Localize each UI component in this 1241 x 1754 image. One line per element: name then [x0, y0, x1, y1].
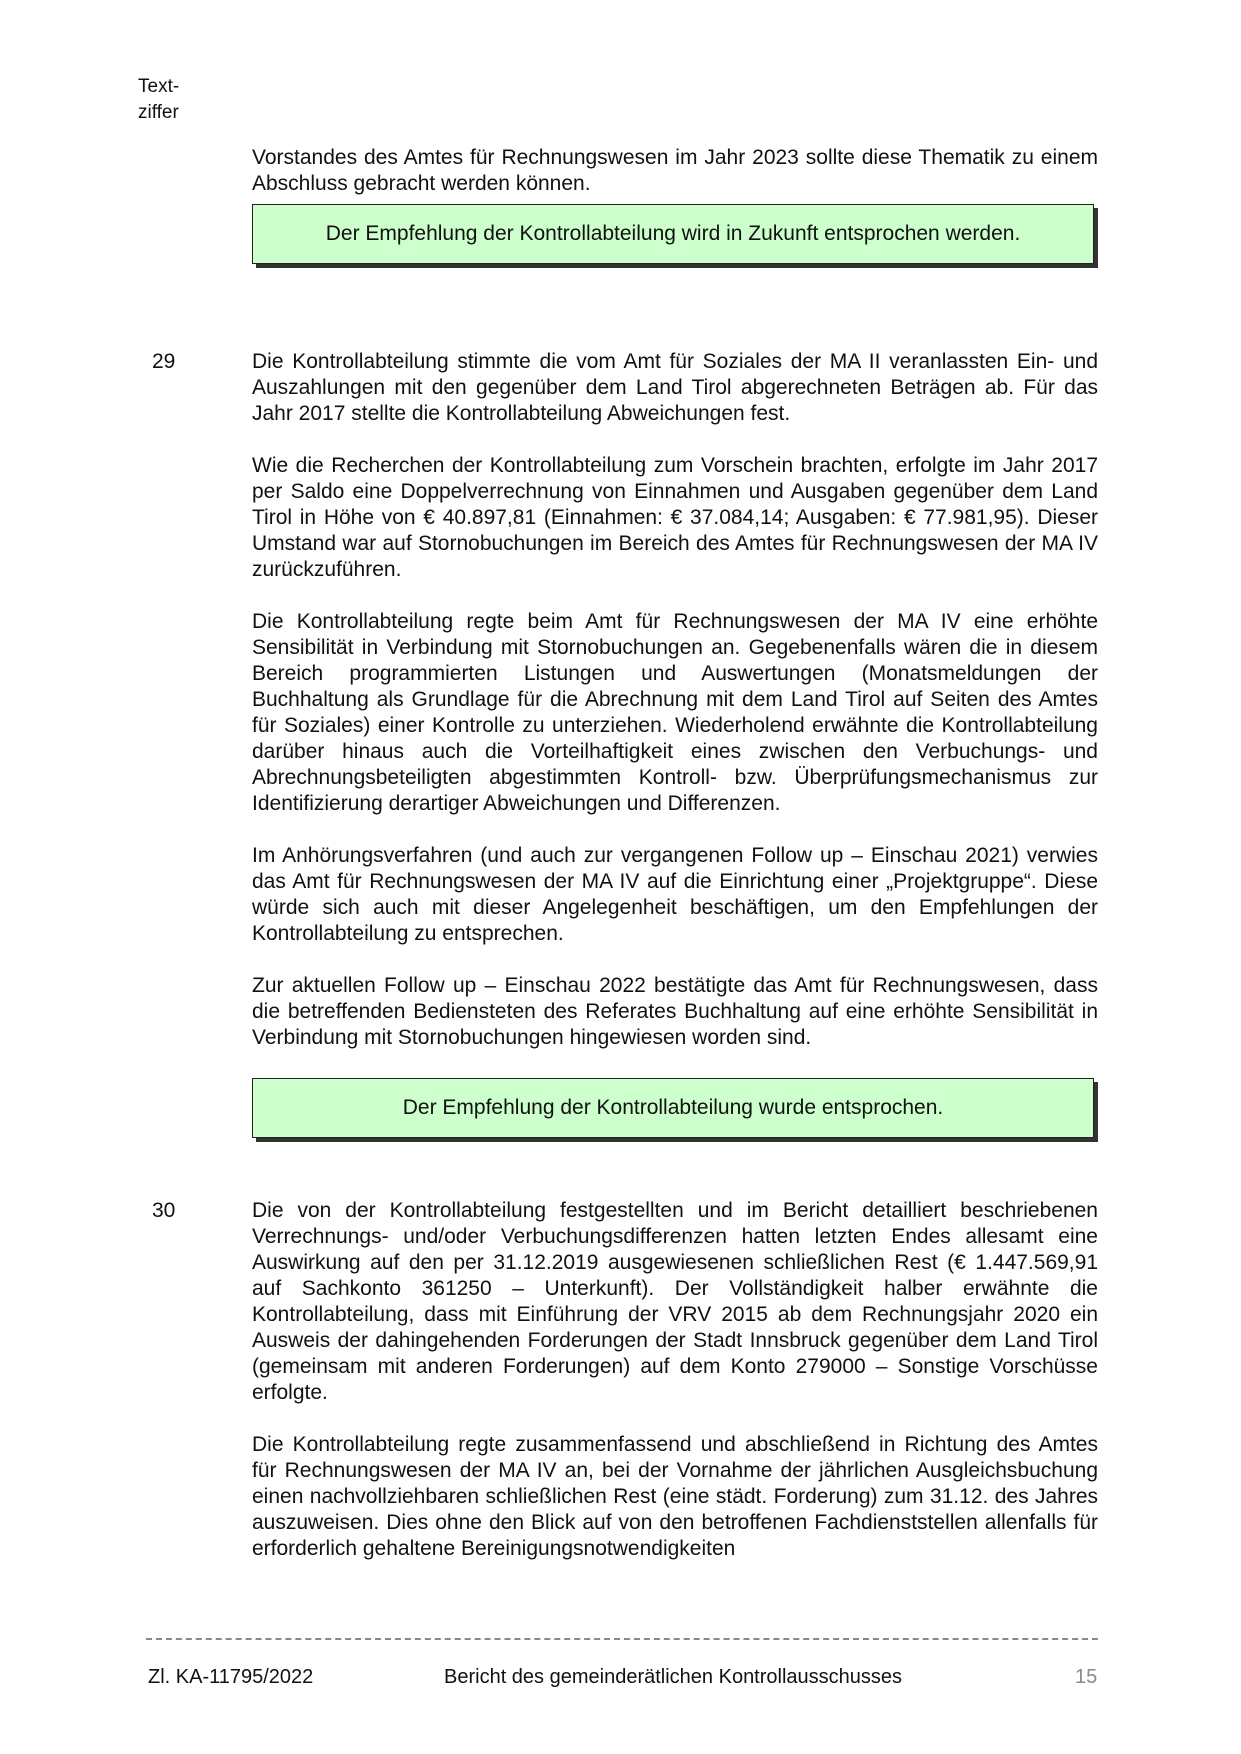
- section-number-29: 29: [152, 350, 176, 373]
- section-30-paragraph-2: Die Kontrollabteilung regte zusammenfassend und abschließend in Richtung des Amtes für Rechnungswesen der MA IV an, bei der Vornahme der jährlichen Ausgleichsbuchung einen nachvollziehbaren schließlichen Rest (eine städt. Forderung) zum 31.12. des Jahres auszuweisen. Dies ohne den Blick auf von den betroffenen Fachdienststellen allenfalls für erforderlich gehaltene Bereinigungsnotwendigkeiten: [252, 1433, 1098, 1560]
- section-30-paragraph-1: Die von der Kontrollabteilung festgestellten und im Bericht detailliert beschriebenen Verrechnungs- und/oder Verbuchungsdifferenzen hatten letzten Endes allesamt eine Auswirkung auf den per 31.12.2019 ausgewiesenen schließlichen Rest (€ 1.447.569,91 auf Sachkonto 361250 – Unterkunft). Der Vollständigkeit halber erwähnte die Kontrollabteilung, dass mit Einführung der VRV 2015 ab dem Rechnungsjahr 2020 ein Ausweis der dahingehenden Forderungen der Stadt Innsbruck gegenüber dem Land Tirol (gemeinsam mit anderen Forderungen) auf dem Konto 279000 – Sonstige Vorschüsse erfolgte.: [252, 1199, 1098, 1404]
- page-number: 15: [1075, 1666, 1098, 1688]
- recommendation-box-1: Der Empfehlung der Kontrollabteilung wird in Zukunft entsprochen werden.: [252, 204, 1094, 264]
- margin-label: [138, 74, 179, 126]
- section-29-paragraph-5: Zur aktuellen Follow up – Einschau 2022 bestätigte das Amt für Rechnungswesen, dass die betreffenden Bediensteten des Referates Buchhaltung auf eine erhöhte Sensibilität in Verbindung mit Stornobuchungen hingewiesen worden sind.: [252, 974, 1098, 1049]
- section-29-paragraph-4: Im Anhörungsverfahren (und auch zur vergangenen Follow up – Einschau 2021) verwies das Amt für Rechnungswesen der MA IV auf die Einrichtung einer „Projektgruppe“. Diese würde sich auch mit dieser Angelegenheit beschäftigen, um den Empfehlungen der Kontrollabteilung zu entsprechen.: [252, 844, 1098, 945]
- section-29-paragraph-3: Die Kontrollabteilung regte beim Amt für Rechnungswesen der MA IV eine erhöhte Sensibilität in Verbindung mit Stornobuchungen an. Gegebenenfalls wären die in diesem Bereich programmierten Listungen und Auswertungen (Monatsmeldungen der Buchhaltung als Grundlage für die Abrechnung mit dem Land Tirol auf Seiten des Amtes für Soziales) einer Kontrolle zu unterziehen. Wiederholend erwähnte die Kontrollabteilung darüber hinaus auch die Vorteilhaftigkeit eines zwischen den Verbuchungs- und Abrechnungsbeteiligten abgestimmten Kontroll- bzw. Überprüfungsmechanismus zur Identifizierung derartiger Abweichungen und Differenzen.: [252, 610, 1098, 815]
- margin-label-line1: Text-: [138, 76, 180, 97]
- footer-reference: Zl. KA-11795/2022: [148, 1666, 314, 1688]
- section-29-paragraph-2: Wie die Recherchen der Kontrollabteilung zum Vorschein brachten, erfolgte im Jahr 2017 per Saldo eine Doppelverrechnung von Einnahmen und Ausgaben gegenüber dem Land Tirol in Höhe von € 40.897,81 (Einnahmen: € 37.084,14; Ausgaben: € 77.981,95). Dieser Umstand war auf Stornobuchungen im Bereich des Amtes für Rechnungswesen der MA IV zurückzuführen.: [252, 454, 1098, 581]
- section-number-30: 30: [152, 1199, 176, 1222]
- footer-title: Bericht des gemeinderätlichen Kontrollausschusses: [444, 1666, 903, 1688]
- footer-divider: [146, 1638, 1098, 1640]
- recommendation-box-2: Der Empfehlung der Kontrollabteilung wurde entsprochen.: [252, 1078, 1094, 1138]
- section-29-paragraph-1: Die Kontrollabteilung stimmte die vom Amt für Soziales der MA II veranlassten Ein- und Auszahlungen mit den gegenüber dem Land Tirol abgerechneten Beträgen ab. Für das Jahr 2017 stellte die Kontrollabteilung Abweichungen fest.: [252, 350, 1098, 425]
- intro-paragraph: Vorstandes des Amtes für Rechnungswesen im Jahr 2023 sollte diese Thematik zu einem Abschluss gebracht werden können.: [252, 146, 1098, 195]
- margin-label-line2: ziffer: [138, 102, 179, 123]
